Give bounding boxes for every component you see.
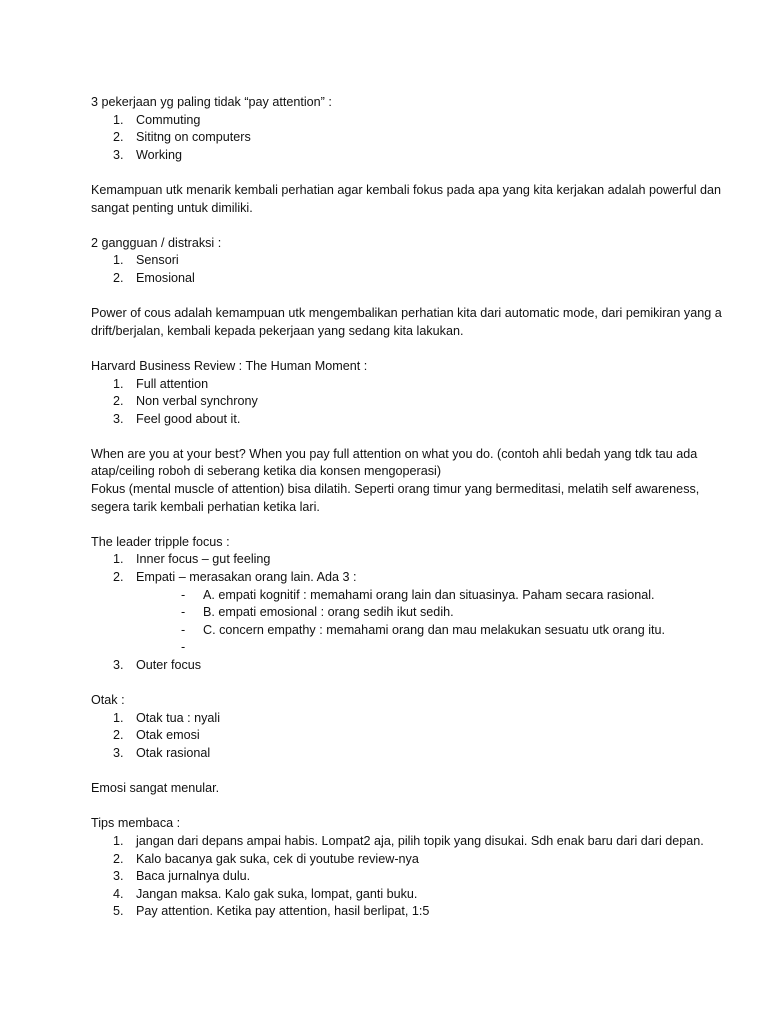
numbered-list [91,833,728,921]
list-item-text: Working [136,147,182,162]
list-item-text: Kalo bacanya gak suka, cek di youtube review-nya [136,851,419,866]
list-item-text: Pay attention. Ketika pay attention, hasil berlipat, 1:5 [136,904,430,919]
numbered-list [91,112,728,165]
list-item [91,833,728,851]
paragraph-gap [91,763,728,781]
paragraph: Otak : [91,693,125,708]
list-item-text: Sititng on computers [136,130,251,145]
list-number: 1. [113,833,124,848]
paragraph-gap [91,428,728,446]
numbered-list [91,376,728,429]
paragraph-gap [91,164,728,182]
list-item [91,551,728,569]
dash-list [136,587,728,657]
paragraph-gap [91,217,728,235]
list-item-text: Otak rasional [136,745,211,760]
dash-item-text: A. empati kognitif : memahami orang lain dan situasinya. Paham secara rasional. [203,587,655,602]
list-number: 2. [113,728,124,743]
list-item [91,710,728,728]
list-item-text: Otak emosi [136,728,200,743]
list-item [91,393,728,411]
list-number: 1. [113,112,124,127]
list-number: 4. [113,886,124,901]
list-item-text: Jangan maksa. Kalo gak suka, lompat, ganti buku. [136,886,418,901]
paragraph: Harvard Business Review : The Human Moment : [91,358,368,373]
list-item-text: Baca jurnalnya dulu. [136,869,251,884]
list-item [91,657,728,675]
list-item-text: Full attention [136,376,209,391]
dash-list-item [136,587,728,605]
paragraph: 3 pekerjaan yg paling tidak “pay attention” : [91,95,332,109]
dash-marker: - [181,587,186,602]
paragraph: When are you at your best? When you pay full attention on what you do. (contoh ahli bedah yang tdk tau ada atap/ceiling roboh di seberang ketika dia konsen mengoperasi) [91,446,698,479]
list-number: 3. [113,658,124,672]
paragraph-gap [91,798,728,816]
paragraph: 2 gangguan / distraksi : [91,235,222,250]
list-item [91,569,728,657]
dash-marker: - [181,640,186,655]
list-number: 3. [113,745,124,760]
paragraph: Fokus (mental muscle of attention) bisa dilatih. Seperti orang timur yang bermeditasi, melatih self awareness, segera tarik kembali perhatian ketika lari. [91,482,700,514]
dash-list-item [136,604,728,622]
list-item [91,745,728,763]
numbered-list [91,710,728,763]
paragraph-gap [91,340,728,358]
paragraph-gap [91,288,728,306]
list-item [91,727,728,745]
list-number: 1. [113,253,124,268]
paragraph-gap [91,675,728,693]
list-number: 1. [113,376,124,391]
list-number: 3. [113,869,124,884]
list-item-text: Outer focus [136,658,202,672]
list-item [91,851,728,869]
paragraph: Emosi sangat menular. [91,781,220,796]
list-item-text: jangan dari depans ampai habis. Lompat2 aja, pilih topik yang disukai. Sdh enak baru dari dari depan. [136,833,704,848]
dash-item-text: B. empati emosional : orang sedih ikut sedih. [203,605,454,620]
list-item [91,147,728,165]
list-item [91,886,728,904]
dash-list-item [136,639,728,657]
list-item [91,112,728,130]
list-number: 3. [113,147,124,162]
paragraph: Power of cous adalah kemampuan utk mengembalikan perhatian kita dari automatic mode, dari pemikiran yang a drift/berjalan, kembali kepada pekerjaan yang sedang kita lakukan. [91,306,722,338]
list-item [91,903,728,921]
list-item [91,270,728,288]
dash-item-text: C. concern empathy : memahami orang dan mau melakukan sesuatu utk orang itu. [203,622,666,637]
list-item [91,129,728,147]
list-item-text: Commuting [136,112,201,127]
paragraph: Tips membaca : [91,816,181,831]
list-item [91,411,728,429]
list-item-text: Empati – merasakan orang lain. Ada 3 : [136,570,357,585]
paragraph-gap [91,516,728,534]
list-number: 1. [113,552,124,567]
dash-list-item [136,622,728,640]
list-number: 3. [113,411,124,426]
numbered-list [91,551,728,674]
list-number: 2. [113,394,124,409]
dash-marker: - [181,605,186,620]
list-item-text: Feel good about it. [136,411,241,426]
list-number: 5. [113,904,124,919]
list-item-text: Inner focus – gut feeling [136,552,271,567]
list-item [91,252,728,270]
list-number: 2. [113,130,124,145]
list-item [91,868,728,886]
list-number: 2. [113,270,124,285]
list-item [91,376,728,394]
list-item-text: Non verbal synchrony [136,394,258,409]
dash-marker: - [181,622,186,637]
list-number: 2. [113,851,124,866]
list-number: 2. [113,570,124,585]
paragraph: The leader tripple focus : [91,534,230,549]
paragraph: Kemampuan utk menarik kembali perhatian agar kembali fokus pada apa yang kita kerjakan adalah powerful dan sangat penting untuk dimiliki. [91,182,722,215]
list-item-text: Emosional [136,270,195,285]
list-item-text: Otak tua : nyali [136,710,220,725]
list-item-text: Sensori [136,253,179,268]
list-number: 1. [113,710,124,725]
numbered-list [91,252,728,287]
